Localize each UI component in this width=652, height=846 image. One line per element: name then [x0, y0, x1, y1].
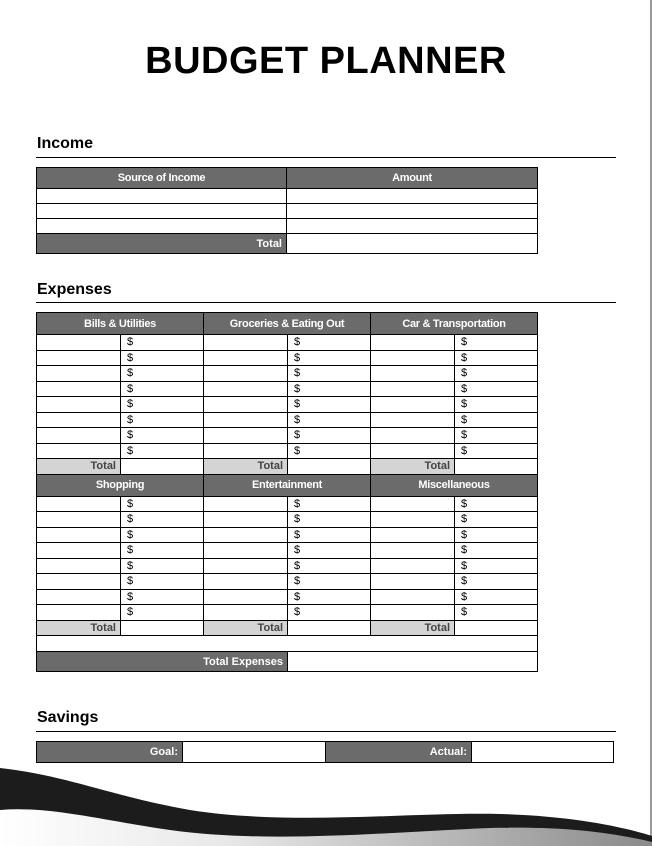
- expense-item-cell[interactable]: [371, 605, 455, 621]
- expense-amount-cell[interactable]: $: [121, 397, 204, 413]
- expense-amount-cell[interactable]: $: [121, 335, 204, 351]
- expense-total-label: Total: [371, 620, 455, 636]
- expense-amount-cell[interactable]: $: [455, 558, 538, 574]
- expense-amount-cell[interactable]: $: [288, 397, 371, 413]
- income-source-cell[interactable]: [37, 189, 287, 204]
- expense-item-cell[interactable]: [37, 605, 121, 621]
- expense-category-header: Entertainment: [204, 474, 371, 496]
- expense-category-header: Shopping: [37, 474, 204, 496]
- expense-total-cell[interactable]: [121, 620, 204, 636]
- expense-amount-cell[interactable]: $: [455, 412, 538, 428]
- expense-item-cell[interactable]: [371, 443, 455, 459]
- expense-total-label: Total: [37, 459, 121, 475]
- total-expenses-field[interactable]: [288, 652, 538, 672]
- savings-rule: [36, 731, 616, 732]
- expense-item-cell[interactable]: [37, 350, 121, 366]
- expense-item-cell[interactable]: [37, 412, 121, 428]
- expense-item-cell[interactable]: [204, 350, 288, 366]
- expense-amount-cell[interactable]: $: [455, 574, 538, 590]
- expense-amount-cell[interactable]: $: [455, 496, 538, 512]
- expense-item-cell[interactable]: [204, 397, 288, 413]
- expense-item-cell[interactable]: [371, 397, 455, 413]
- expense-amount-cell[interactable]: $: [121, 350, 204, 366]
- expense-amount-cell[interactable]: $: [288, 543, 371, 559]
- expense-item-cell[interactable]: [371, 574, 455, 590]
- expense-item-cell[interactable]: [371, 543, 455, 559]
- expense-amount-cell[interactable]: $: [288, 605, 371, 621]
- expense-total-label: Total: [204, 459, 288, 475]
- expense-amount-cell[interactable]: $: [121, 558, 204, 574]
- expense-amount-cell[interactable]: $: [455, 543, 538, 559]
- expense-item-cell[interactable]: [204, 605, 288, 621]
- expense-item-cell[interactable]: [37, 512, 121, 528]
- income-heading: Income: [37, 135, 94, 152]
- expense-item-cell[interactable]: [37, 543, 121, 559]
- expense-amount-cell[interactable]: $: [455, 381, 538, 397]
- expense-amount-cell[interactable]: $: [288, 558, 371, 574]
- expense-category-header: Miscellaneous: [371, 474, 538, 496]
- expense-amount-cell[interactable]: $: [288, 496, 371, 512]
- expense-item-cell[interactable]: [37, 589, 121, 605]
- expense-item-cell[interactable]: [204, 527, 288, 543]
- income-source-cell[interactable]: [37, 219, 287, 234]
- expense-amount-cell[interactable]: $: [121, 381, 204, 397]
- savings-heading: Savings: [37, 709, 99, 726]
- expense-category-header: Car & Transportation: [371, 313, 538, 335]
- expense-item-cell[interactable]: [37, 527, 121, 543]
- expense-amount-cell[interactable]: $: [455, 589, 538, 605]
- expense-amount-cell[interactable]: $: [455, 350, 538, 366]
- expense-item-cell[interactable]: [204, 589, 288, 605]
- expenses-spacer-row: [37, 636, 538, 652]
- income-col-amount: Amount: [287, 168, 538, 189]
- total-expenses-label: Total Expenses: [37, 652, 288, 672]
- expense-total-label: Total: [37, 620, 121, 636]
- expense-amount-cell[interactable]: $: [455, 428, 538, 444]
- expense-amount-cell[interactable]: $: [455, 512, 538, 528]
- expense-total-cell[interactable]: [288, 459, 371, 475]
- expense-amount-cell[interactable]: $: [455, 366, 538, 382]
- decorative-wave: [0, 740, 652, 846]
- savings-actual-label: Actual:: [326, 742, 472, 763]
- expense-item-cell[interactable]: [204, 496, 288, 512]
- expense-category-header: Bills & Utilities: [37, 313, 204, 335]
- expense-category-header: Groceries & Eating Out: [204, 313, 371, 335]
- expense-item-cell[interactable]: [204, 381, 288, 397]
- expense-amount-cell[interactable]: $: [288, 350, 371, 366]
- savings-goal-label: Goal:: [37, 742, 183, 763]
- expense-item-cell[interactable]: [371, 512, 455, 528]
- expense-item-cell[interactable]: [371, 589, 455, 605]
- income-rule: [36, 157, 616, 158]
- expense-amount-cell[interactable]: $: [121, 543, 204, 559]
- expense-amount-cell[interactable]: $: [288, 527, 371, 543]
- income-amount-cell[interactable]: [287, 189, 538, 204]
- expense-total-label: Total: [371, 459, 455, 475]
- expense-amount-cell[interactable]: $: [288, 412, 371, 428]
- expense-amount-cell[interactable]: $: [121, 412, 204, 428]
- expense-amount-cell[interactable]: $: [121, 527, 204, 543]
- expense-item-cell[interactable]: [371, 335, 455, 351]
- expense-amount-cell[interactable]: $: [455, 335, 538, 351]
- expense-item-cell[interactable]: [204, 428, 288, 444]
- expense-amount-cell[interactable]: $: [288, 335, 371, 351]
- expense-item-cell[interactable]: [37, 381, 121, 397]
- expense-item-cell[interactable]: [204, 443, 288, 459]
- expense-item-cell[interactable]: [204, 558, 288, 574]
- expense-total-cell[interactable]: [455, 459, 538, 475]
- page-title: BUDGET PLANNER: [145, 40, 507, 82]
- expense-total-cell[interactable]: [455, 620, 538, 636]
- expense-amount-cell[interactable]: $: [288, 574, 371, 590]
- expense-item-cell[interactable]: [37, 443, 121, 459]
- expense-amount-cell[interactable]: $: [121, 589, 204, 605]
- expense-amount-cell[interactable]: $: [455, 397, 538, 413]
- expense-amount-cell[interactable]: $: [288, 381, 371, 397]
- expenses-rule: [36, 302, 616, 303]
- expense-item-cell[interactable]: [371, 381, 455, 397]
- expense-item-cell[interactable]: [371, 558, 455, 574]
- expense-total-label: Total: [204, 620, 288, 636]
- expense-amount-cell[interactable]: $: [288, 589, 371, 605]
- expense-item-cell[interactable]: [371, 496, 455, 512]
- expense-amount-cell[interactable]: $: [121, 496, 204, 512]
- expense-amount-cell[interactable]: $: [121, 428, 204, 444]
- expense-amount-cell[interactable]: $: [455, 443, 538, 459]
- expense-item-cell[interactable]: [371, 350, 455, 366]
- expense-total-cell[interactable]: [288, 620, 371, 636]
- expense-item-cell[interactable]: [204, 335, 288, 351]
- expenses-heading: Expenses: [37, 281, 112, 298]
- income-total-cell[interactable]: [287, 234, 538, 254]
- expense-item-cell[interactable]: [204, 412, 288, 428]
- expense-item-cell[interactable]: [37, 558, 121, 574]
- expense-amount-cell[interactable]: $: [455, 605, 538, 621]
- expense-item-cell[interactable]: [37, 397, 121, 413]
- expense-amount-cell[interactable]: $: [121, 366, 204, 382]
- income-total-label: Total: [37, 234, 287, 254]
- expense-item-cell[interactable]: [204, 574, 288, 590]
- expense-item-cell[interactable]: [204, 512, 288, 528]
- income-amount-cell[interactable]: [287, 204, 538, 219]
- expense-amount-cell[interactable]: $: [288, 443, 371, 459]
- expense-item-cell[interactable]: [371, 428, 455, 444]
- expense-item-cell[interactable]: [37, 335, 121, 351]
- expense-item-cell[interactable]: [371, 412, 455, 428]
- expense-amount-cell[interactable]: $: [121, 574, 204, 590]
- expense-amount-cell[interactable]: $: [455, 527, 538, 543]
- expenses-table: [36, 312, 538, 672]
- income-col-source: Source of Income: [37, 168, 287, 189]
- expense-amount-cell[interactable]: $: [288, 428, 371, 444]
- expense-amount-cell[interactable]: $: [121, 512, 204, 528]
- expense-amount-cell[interactable]: $: [288, 512, 371, 528]
- expense-item-cell[interactable]: [204, 543, 288, 559]
- expense-total-cell[interactable]: [121, 459, 204, 475]
- expense-amount-cell[interactable]: $: [288, 366, 371, 382]
- expense-item-cell[interactable]: [371, 527, 455, 543]
- expense-item-cell[interactable]: [37, 496, 121, 512]
- income-table: [36, 167, 538, 254]
- expense-item-cell[interactable]: [37, 366, 121, 382]
- expense-item-cell[interactable]: [37, 574, 121, 590]
- expense-amount-cell[interactable]: $: [121, 605, 204, 621]
- expense-item-cell[interactable]: [37, 428, 121, 444]
- expense-item-cell[interactable]: [204, 366, 288, 382]
- expense-amount-cell[interactable]: $: [121, 443, 204, 459]
- income-source-cell[interactable]: [37, 204, 287, 219]
- expense-item-cell[interactable]: [371, 366, 455, 382]
- income-amount-cell[interactable]: [287, 219, 538, 234]
